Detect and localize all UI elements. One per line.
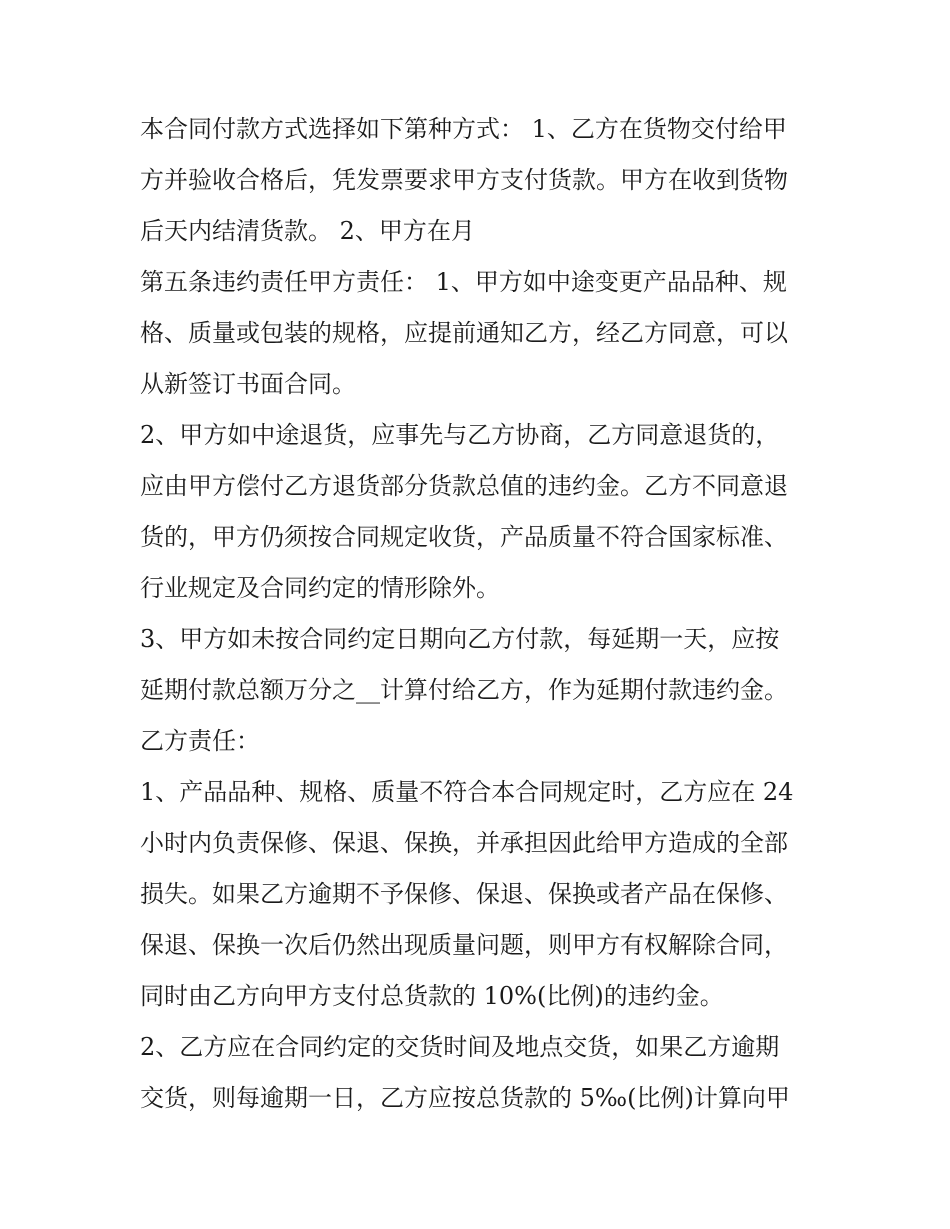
- text-line: 同时由乙方向甲方支付总货款的 10%(比例)的违约金。: [140, 982, 724, 1010]
- text-line: 延期付款总额万分之__计算付给乙方，作为延期付款违约金。: [140, 676, 788, 704]
- paragraph-party-b-clause-2: [140, 1022, 812, 1124]
- text-line: 应由甲方偿付乙方退货部分货款总值的违约金。乙方不同意退: [140, 472, 788, 500]
- text-line: 2、甲方如中途退货，应事先与乙方协商，乙方同意退货的，: [140, 421, 780, 449]
- text-line: 乙方责任：: [140, 727, 260, 755]
- paragraph-party-b-clause-1: [140, 767, 812, 1022]
- text-line: 格、质量或包装的规格，应提前通知乙方，经乙方同意，可以: [140, 319, 788, 347]
- text-line: 方并验收合格后，凭发票要求甲方支付货款。甲方在收到货物: [140, 166, 788, 194]
- text-line: 1、产品品种、规格、质量不符合本合同规定时，乙方应在 24: [140, 778, 794, 806]
- heading-party-b-responsibility: [140, 716, 812, 767]
- text-line: 损失。如果乙方逾期不予保修、保退、保换或者产品在保修、: [140, 880, 788, 908]
- paragraph-party-a-clause-3: [140, 614, 812, 716]
- text-line: 交货，则每逾期一日，乙方应按总货款的 5‰(比例)计算向甲: [140, 1084, 790, 1112]
- paragraph-party-a-clause-2: [140, 410, 812, 614]
- paragraph-payment-method: [140, 104, 812, 257]
- document-body: [140, 104, 812, 1124]
- paragraph-article-five: [140, 257, 812, 410]
- text-line: 本合同付款方式选择如下第种方式： 1、乙方在货物交付给甲: [140, 115, 787, 143]
- text-line: 后天内结清货款。 2、甲方在月: [140, 217, 475, 245]
- text-line: 3、甲方如未按合同约定日期向乙方付款，每延期一天，应按: [140, 625, 780, 653]
- text-line: 小时内负责保修、保退、保换，并承担因此给甲方造成的全部: [140, 829, 788, 857]
- text-line: 保退、保换一次后仍然出现质量问题，则甲方有权解除合同，: [140, 931, 788, 959]
- text-line: 第五条违约责任甲方责任： 1、甲方如中途变更产品品种、规: [140, 268, 787, 296]
- text-line: 货的，甲方仍须按合同规定收货，产品质量不符合国家标准、: [140, 523, 788, 551]
- text-line: 2、乙方应在合同约定的交货时间及地点交货，如果乙方逾期: [140, 1033, 780, 1061]
- text-line: 从新签订书面合同。: [140, 370, 356, 398]
- text-line: 行业规定及合同约定的情形除外。: [140, 574, 500, 602]
